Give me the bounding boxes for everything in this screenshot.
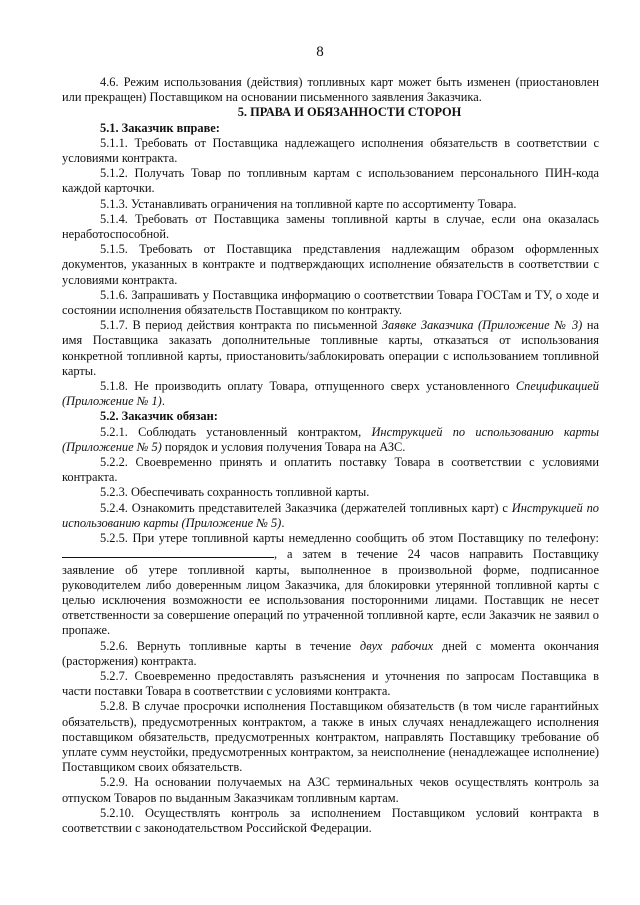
text: 5.2.6. Вернуть топливные карты в течение xyxy=(100,638,360,653)
document-body xyxy=(62,75,599,836)
paragraph-5-1-8 xyxy=(62,379,599,409)
page-number: 8 xyxy=(316,44,324,60)
paragraph-5-2-2: 5.2.2. Своевременно принять и оплатить поставку Товара в соответствии с условиями контракта. xyxy=(62,455,599,485)
paragraph-5-2-6 xyxy=(62,639,599,669)
paragraph-5-1-4: 5.1.4. Требовать от Поставщика замены топливной карты в случае, если она оказалась неработоспособной. xyxy=(62,211,599,242)
paragraph-5-2-9: 5.2.9. На основании получаемых на АЗС терминальных чеков осуществлять контроль за отпуском Товаров по выданным Заказчикам топливным картам. xyxy=(62,775,599,805)
paragraph-5-2-1 xyxy=(62,425,599,455)
paragraph-5-2-5 xyxy=(62,531,599,638)
text: на имя Поставщика заказать дополнительные топливные карты, отказаться от использования конкретной топливной карты, приостановить/заблокировать операции с использованием топливной карты. xyxy=(62,318,599,378)
paragraph-5-2-3: 5.2.3. Обеспечивать сохранность топливной карты. xyxy=(100,485,370,500)
order-form-reference: Заявке Заказчика (Приложение № 3) xyxy=(381,318,583,333)
paragraph-5-1-6: 5.1.6. Запрашивать у Поставщика информацию о соответствии Товара ГОСТам и ТУ, о ходе и состоянии исполнения обязательств Поставщиком по контракту. xyxy=(62,287,599,318)
instruction-reference: Инструкцией по использованию карты (Приложение № 5) xyxy=(62,424,599,454)
text: 5.2.5. При утере топливной карты немедленно сообщить об этом Поставщику по телефону: xyxy=(100,531,599,546)
section-title: 5. ПРАВА И ОБЯЗАННОСТИ СТОРОН xyxy=(237,105,462,120)
paragraph-5-1-3: 5.1.3. Устанавливать ограничения на топливной карте по ассортименту Товара. xyxy=(100,196,517,211)
text: порядок и условия получения Товара на АЗС. xyxy=(161,439,406,454)
days-term: двух рабочих xyxy=(359,638,434,653)
text: дней с момента окончания (расторжения) контракта. xyxy=(62,638,599,668)
specification-reference: Спецификацией (Приложение № 1) xyxy=(62,379,599,409)
paragraph-5-1-2: 5.1.2. Получать Товар по топливным картам с использованием персонального ПИН-кода каждой карточки. xyxy=(62,166,599,196)
paragraph-4-6: 4.6. Режим использования (действия) топливных карт может быть изменен (приостановлен или прекращен) Поставщиком на основании письменного заявления Заказчика. xyxy=(62,75,599,105)
paragraph-5-1-1: 5.1.1. Требовать от Поставщика надлежащего исполнения обязательств в соответствии с условиями контракта. xyxy=(62,135,599,166)
phone-blank-field xyxy=(62,546,274,558)
paragraph-5-2-8: 5.2.8. В случае просрочки исполнения Поставщиком обязательств (в том числе гарантийных обязательств), предусмотренных контрактом, а также в иных случаях ненадлежащего исполнения поставщиком обязательств, предусмотренных контрактом, направлять Поставщику требование об уплате сумм неустойки, предусмотренных контрактом, за неисполнение (ненадлежащее исполнение) Поставщиком своих обязательств. xyxy=(62,699,599,775)
text: . xyxy=(281,515,285,530)
text: 5.1.8. Не производить оплату Товара, отпущенного сверх установленного xyxy=(100,379,516,394)
paragraph-5-1-5: 5.1.5. Требовать от Поставщика представления надлежащим образом оформленных документов, указанных в контракте и подтверждающих исполнение обязательств в соответствии с условиями контракта. xyxy=(62,242,599,287)
subsection-5-1-title: 5.1. Заказчик вправе: xyxy=(100,120,220,135)
subsection-5-2-title: 5.2. Заказчик обязан: xyxy=(100,409,218,424)
text: , а затем в течение 24 часов направить Поставщику заявление об утере топливной карты, выполненное в произвольной форме, подписанное руководителем либо доверенным лицом Заказчика, для блокировки утерянной топливной карты с целью исключения возможности ее использования посторонними лицами. Поставщик не несет ответственности за совершение операций по утраченной топливной карте, если Заказчик не заявил о пропаже. xyxy=(62,547,599,638)
text: 5.2.1. Соблюдать установленный контрактом, xyxy=(100,424,372,439)
text: 5.2.4. Ознакомить представителей Заказчика (держателей топливных карт) с xyxy=(100,500,512,515)
paragraph-5-2-4 xyxy=(62,501,599,531)
paragraph-5-1-7 xyxy=(62,318,599,379)
instruction-reference: Инструкцией по использованию карты (Приложение № 5) xyxy=(62,500,600,530)
paragraph-5-2-7: 5.2.7. Своевременно предоставлять разъяснения и уточнения по запросам Поставщика в части поставки Товара в соответствии с условиями контракта. xyxy=(62,668,599,699)
text: . xyxy=(161,394,165,409)
paragraph-5-2-10: 5.2.10. Осуществлять контроль за исполнением Поставщиком условий контракта в соответствии с законодательством Российской Федерации. xyxy=(62,805,599,835)
text: 5.1.7. В период действия контракта по письменной xyxy=(100,318,382,333)
